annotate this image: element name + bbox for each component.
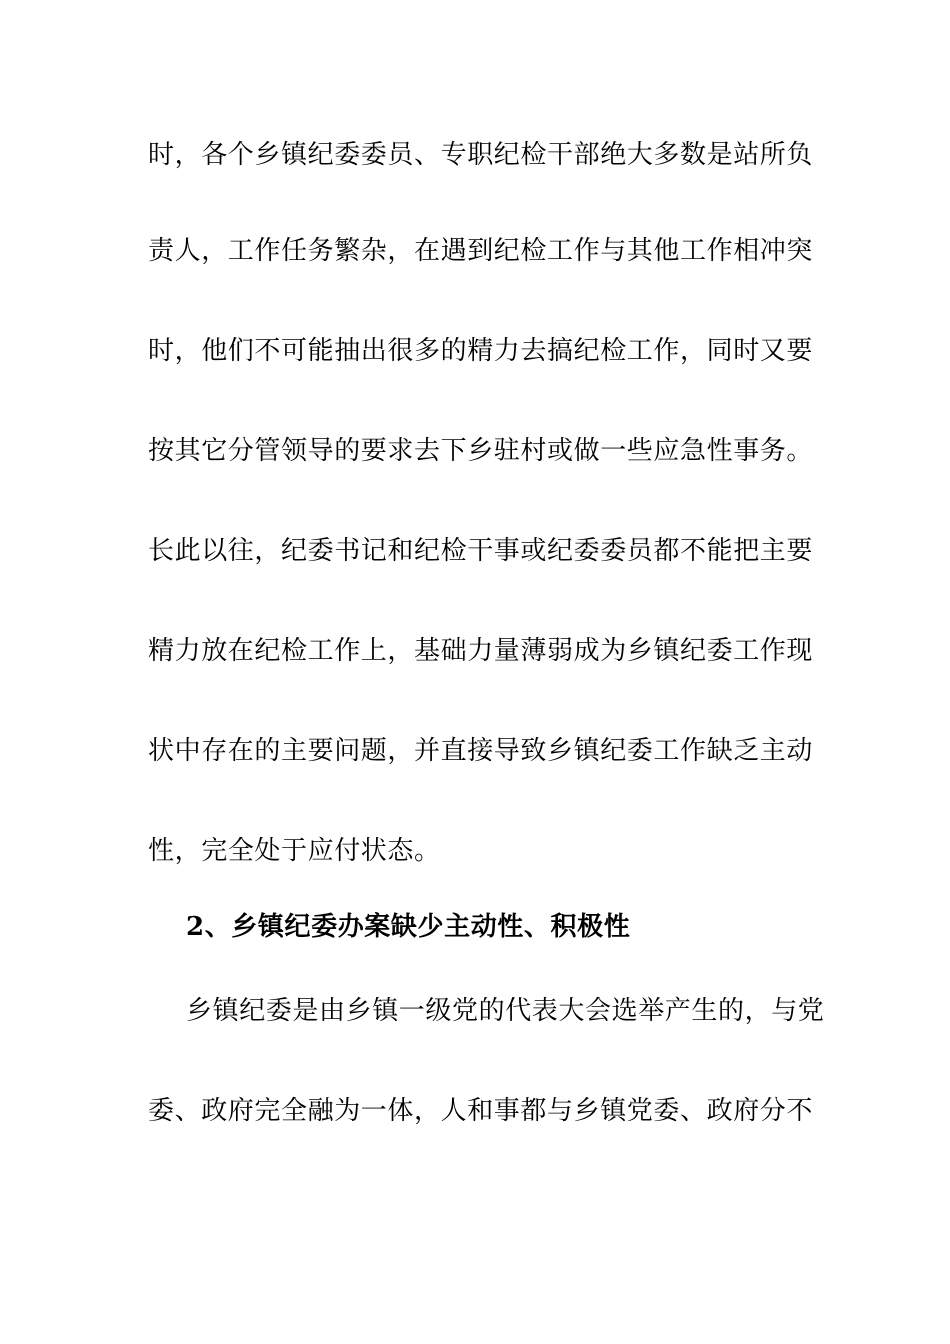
body-text-line: 委、政府完全融为一体，人和事都与乡镇党委、政府分不 bbox=[148, 1096, 814, 1126]
body-text-line: 时，各个乡镇纪委委员、专职纪检干部绝大多数是站所负 bbox=[148, 140, 814, 170]
body-text-line: 时，他们不可能抽出很多的精力去搞纪检工作，同时又要 bbox=[148, 336, 814, 366]
body-text-line: 责人，工作任务繁杂，在遇到纪检工作与其他工作相冲突 bbox=[148, 236, 814, 266]
body-text-line: 乡镇纪委是由乡镇一级党的代表大会选举产生的，与党 bbox=[186, 996, 825, 1026]
body-text-line: 性，完全处于应付状态。 bbox=[148, 836, 441, 866]
section-heading: 2、乡镇纪委办案缺少主动性、积极性 bbox=[186, 912, 631, 942]
body-text-line: 状中存在的主要问题，并直接导致乡镇纪委工作缺乏主动 bbox=[148, 736, 814, 766]
body-text-line: 精力放在纪检工作上，基础力量薄弱成为乡镇纪委工作现 bbox=[148, 636, 814, 666]
body-text-line: 按其它分管领导的要求去下乡驻村或做一些应急性事务。 bbox=[148, 436, 814, 466]
body-text-line: 长此以往，纪委书记和纪检干事或纪委委员都不能把主要 bbox=[148, 536, 814, 566]
